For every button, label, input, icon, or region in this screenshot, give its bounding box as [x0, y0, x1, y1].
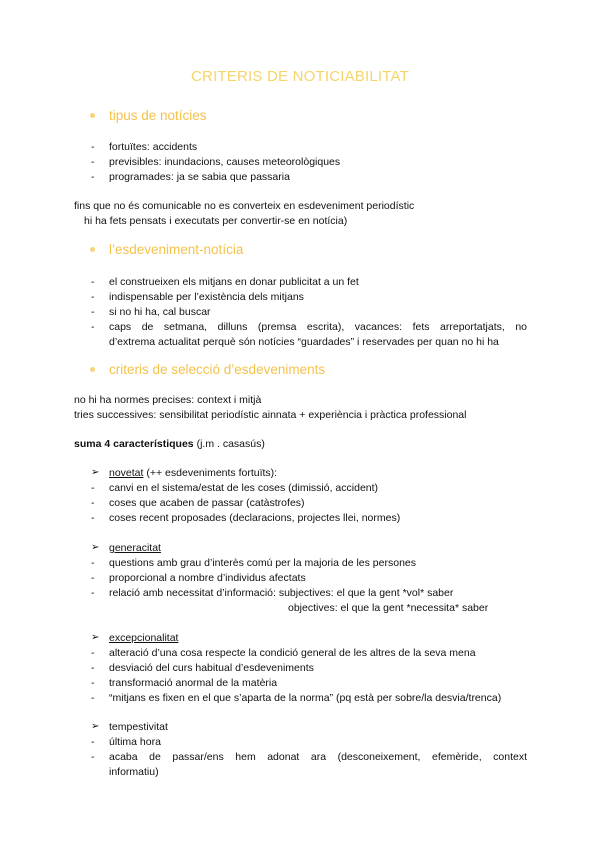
list-item-text: caps de setmana, dilluns (premsa escrita), vacances: fets arreportatjats, no [109, 321, 527, 333]
paragraph-line: tries successives: sensibilitat periodístic ainnata + experiència i pràctica professional [74, 409, 467, 421]
list-item-continuation: objectives: el que la gent *necessita* saber [288, 602, 489, 614]
list-item-text: proporcional a nombre d’individus afectats [109, 572, 306, 584]
bullet-dot-icon [90, 247, 95, 252]
suma-rest: (j.m . casasús) [193, 438, 265, 450]
list-item-text: alteració d’una cosa respecte la condició general de les altres de la seva mena [109, 647, 476, 659]
heading-text: l’esdeveniment-notícia [109, 242, 244, 257]
list-item-text: canvi en el sistema/estat de les coses (dimissió, accident) [109, 482, 379, 494]
criterion-title: generacitat [109, 542, 161, 554]
dash-bullet: - [91, 171, 95, 183]
suma-line [74, 437, 265, 451]
dash-bullet: - [91, 572, 95, 584]
heading-text: criteris de selecció d’esdeveniments [109, 362, 326, 377]
section-heading-tipus [90, 108, 207, 123]
criterion-title: novetat [109, 467, 144, 479]
dash-bullet: - [91, 557, 95, 569]
list-item-text: transformació anormal de la matèria [109, 677, 278, 689]
bullet-dot-icon [90, 113, 95, 118]
dash-bullet: - [91, 291, 95, 303]
section-heading-esdeveniment [90, 242, 243, 257]
dash-bullet: - [91, 321, 95, 333]
list-item-text: fortuïtes: accidents [109, 141, 198, 153]
dash-bullet: - [91, 306, 95, 318]
list-item-text: previsibles: inundacions, causes meteorològiques [109, 156, 341, 168]
list-item-text: programades: ja se sabia que passaria [109, 171, 290, 183]
criterion-title: tempestivitat [109, 721, 168, 733]
list-item-text: coses recent proposades (declaracions, projectes llei, normes) [109, 512, 401, 524]
bullet-dot-icon [90, 367, 95, 372]
list-item-text: última hora [109, 736, 161, 748]
dash-bullet: - [91, 751, 95, 763]
list-item-text: questions amb grau d’interès comú per la majoria de les persones [109, 557, 416, 569]
dash-bullet: - [91, 156, 95, 168]
paragraph-line: fins que no és comunicable no es converteix en esdeveniment periodístic [74, 200, 415, 212]
list-item-text: coses que acaben de passar (catàstrofes) [109, 497, 305, 509]
dash-bullet: - [91, 692, 95, 704]
section-heading-criteris [90, 362, 325, 377]
paragraph-line: no hi ha normes precises: context i mitjà [74, 394, 262, 406]
criterion-title: excepcionalitat [109, 632, 179, 644]
paragraph-line: hi ha fets pensats i executats per convertir-se en notícia) [84, 215, 348, 227]
list-item-text: informatiu) [109, 766, 159, 778]
list-item-text: acaba de passar/ens hem adonat ara (desconeixement, efemèride, context [109, 751, 527, 763]
arrow-bullet-icon: ➢ [91, 542, 100, 553]
dash-bullet: - [91, 512, 95, 524]
criterion-title-rest: (++ esdeveniments fortuïts): [143, 467, 278, 479]
dash-bullet: - [91, 662, 95, 674]
dash-bullet: - [91, 482, 95, 494]
list-item-text: si no hi ha, cal buscar [109, 306, 211, 318]
arrow-bullet-icon: ➢ [91, 632, 100, 643]
list-item-text: desviació del curs habitual d’esdeveniments [109, 662, 314, 674]
dash-bullet: - [91, 677, 95, 689]
dash-bullet: - [91, 141, 95, 153]
dash-bullet: - [91, 276, 95, 288]
dash-bullet: - [91, 587, 95, 599]
suma-bold: suma 4 característiques [74, 438, 194, 450]
list-item-text: “mitjans es fixen en el que s’aparta de la norma” (pq està per sobre/la desvia/trenca) [109, 692, 502, 704]
page-title: CRITERIS DE NOTICIABILITAT [191, 68, 409, 85]
list-item-text: d’extrema actualitat perquè són notícies “guardades” i reservades per quan no hi ha [109, 336, 499, 348]
arrow-bullet-icon: ➢ [91, 721, 100, 732]
dash-bullet: - [91, 736, 95, 748]
list-item-text: relació amb necessitat d’informació: subjectives: el que la gent *vol* saber [109, 587, 454, 599]
dash-bullet: - [91, 647, 95, 659]
list-item-text: indispensable per l’existència dels mitjans [109, 291, 304, 303]
dash-bullet: - [91, 497, 95, 509]
heading-text: tipus de notícies [109, 108, 207, 123]
list-item-text: el construeixen els mitjans en donar publicitat a un fet [109, 276, 359, 288]
arrow-bullet-icon: ➢ [91, 467, 100, 478]
